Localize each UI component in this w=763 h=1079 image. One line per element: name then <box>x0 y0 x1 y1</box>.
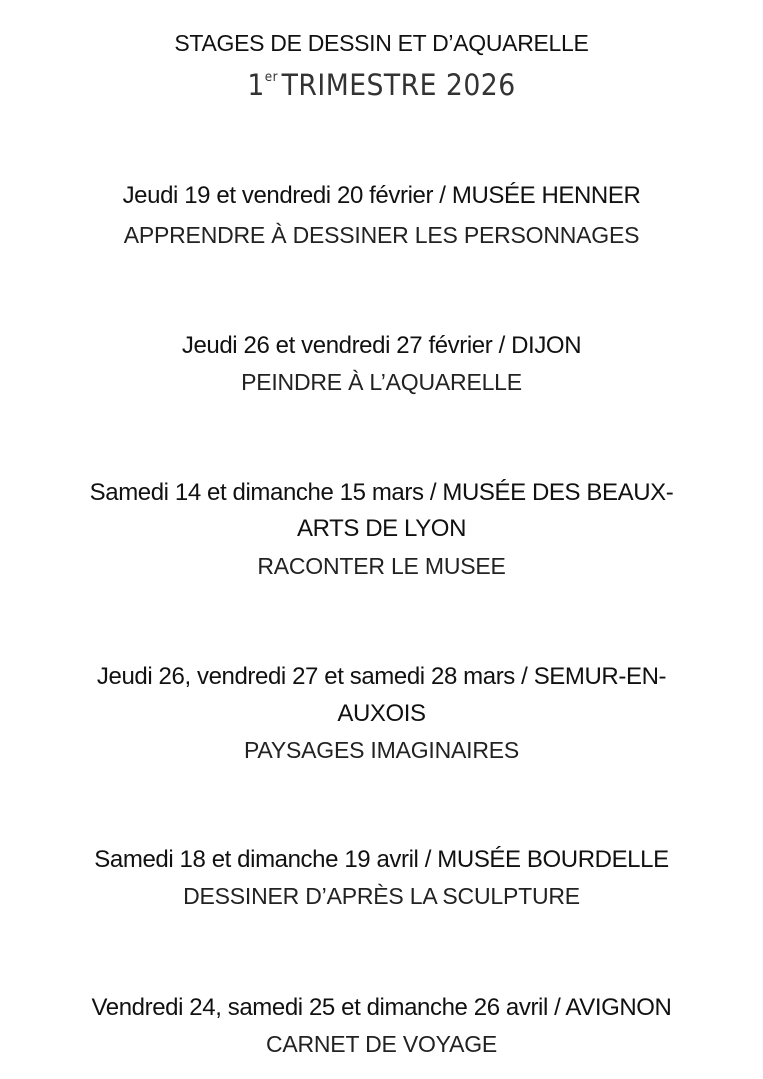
stage-date-location-cont: ARTS DE LYON <box>296 515 467 542</box>
stage-title: DESSINER D’APRÈS LA SCULPTURE <box>183 883 580 909</box>
page-title: STAGES DE DESSIN ET D’AQUARELLE <box>174 30 589 56</box>
stage-date-location: Jeudi 26, vendredi 27 et samedi 28 mars / SEMUR-EN- <box>96 663 667 690</box>
subtitle-text: TRIMESTRE 2026 <box>281 68 516 102</box>
subtitle-ordinal: 1 <box>247 68 265 102</box>
stage-date-location: Samedi 14 et dimanche 15 mars / MUSÉE DES BEAUX- <box>89 479 674 506</box>
stage-title: RACONTER LE MUSEE <box>257 553 506 579</box>
stage-date-location: Samedi 18 et dimanche 19 avril / MUSÉE BOURDELLE <box>94 846 669 873</box>
stage-title: APPRENDRE À DESSINER LES PERSONNAGES <box>123 222 640 248</box>
subtitle-ordinal-suffix: er <box>264 70 278 85</box>
stage-date-location: Jeudi 19 et vendredi 20 février / MUSÉE HENNER <box>122 182 641 209</box>
stage-title: CARNET DE VOYAGE <box>265 1031 498 1057</box>
stage-date-location: Vendredi 24, samedi 25 et dimanche 26 avril / AVIGNON <box>91 994 672 1021</box>
stage-date-location-cont: AUXOIS <box>337 700 426 727</box>
stage-title: PAYSAGES IMAGINAIRES <box>243 737 520 763</box>
page-subtitle <box>31 68 733 102</box>
stage-title: PEINDRE À L’AQUARELLE <box>241 369 522 395</box>
stage-date-location: Jeudi 26 et vendredi 27 février / DIJON <box>181 332 582 359</box>
